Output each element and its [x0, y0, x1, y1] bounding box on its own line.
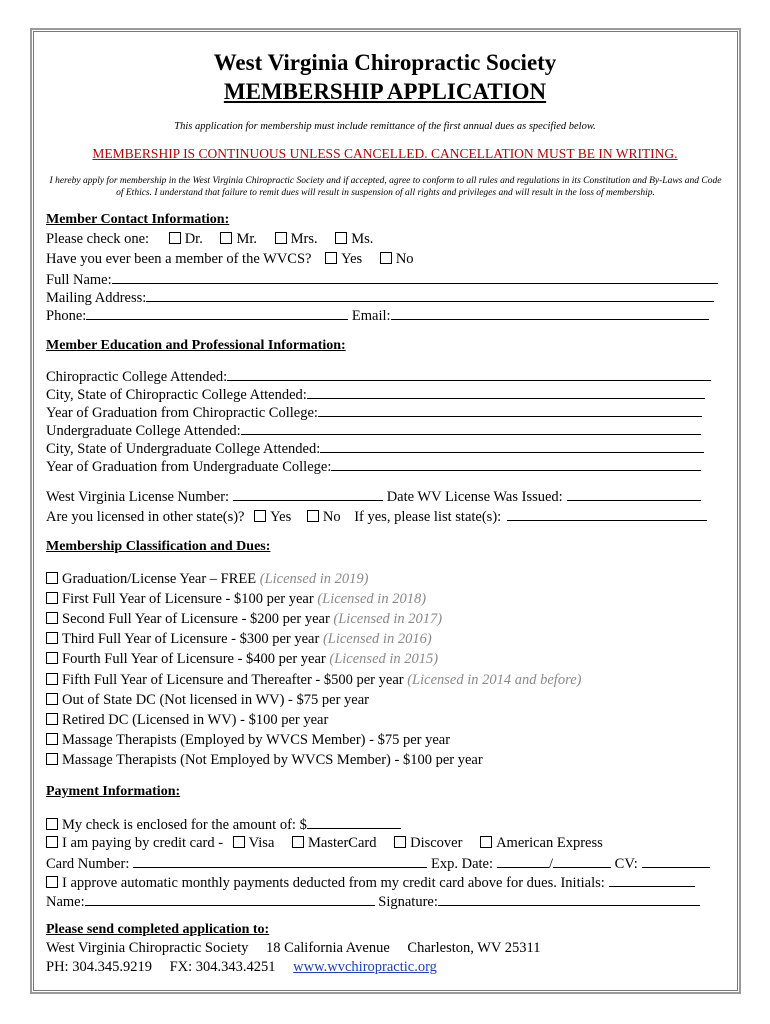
other-states-yes-label: Yes	[270, 509, 292, 525]
prior-member-yes-label: Yes	[341, 251, 363, 267]
footer-city: Charleston, WV 25311	[407, 940, 541, 956]
card-row	[46, 854, 710, 873]
visa-label: Visa	[248, 835, 275, 851]
dues-option	[46, 651, 438, 668]
full-name-label: Full Name:	[46, 272, 112, 288]
auto-pay-row	[46, 873, 695, 892]
prior-member-no-label: No	[395, 251, 414, 267]
exp-label: Exp. Date:	[430, 856, 493, 872]
mastercard-label: MasterCard	[308, 835, 377, 851]
dues-label: Massage Therapists (Not Employed by WVCS Member) - $100 per year	[62, 751, 483, 768]
check-row	[46, 815, 401, 834]
college-city-field[interactable]	[307, 385, 705, 399]
dues-license-year-note: (Licensed in 2016)	[322, 631, 432, 648]
credit-label: I am paying by credit card -	[62, 835, 224, 851]
mailing-row	[46, 288, 714, 307]
license-date-label: Date WV License Was Issued:	[386, 489, 563, 505]
cv-label: CV:	[614, 856, 638, 872]
dues-label: Massage Therapists (Employed by WVCS Member) - $75 per year	[62, 731, 451, 748]
undergrad-year-field[interactable]	[331, 457, 701, 471]
mr-label: Mr.	[236, 231, 257, 247]
card-number-field[interactable]	[133, 854, 427, 868]
dues-license-year-note: (Licensed in 2017)	[333, 611, 443, 628]
dues-checkbox[interactable]	[46, 572, 58, 584]
dues-option	[46, 591, 426, 608]
form-title: MEMBERSHIP APPLICATION	[223, 79, 547, 104]
email-field[interactable]	[391, 306, 709, 320]
dues-heading: Membership Classification and Dues:	[46, 539, 271, 554]
exp-month-field[interactable]	[497, 854, 549, 868]
undergrad-label: Undergraduate College Attended:	[46, 423, 241, 439]
dues-option	[46, 571, 368, 588]
dues-checkbox[interactable]	[46, 632, 58, 644]
dues-label: Out of State DC (Not licensed in WV) - $75 per year	[62, 691, 369, 708]
other-states-question: Are you licensed in other state(s)?	[46, 509, 245, 525]
visa-checkbox[interactable]	[233, 836, 245, 848]
other-states-yes-checkbox[interactable]	[254, 510, 266, 522]
footer-org: West Virginia Chiropractic Society	[46, 940, 249, 956]
undergrad-row	[46, 421, 701, 440]
footer-street: 18 California Avenue	[266, 940, 390, 956]
cancellation-warning: MEMBERSHIP IS CONTINUOUS UNLESS CANCELLED. CANCELLATION MUST BE IN WRITING.	[92, 146, 678, 161]
dues-license-year-note: (Licensed in 2014 and before)	[407, 671, 582, 688]
org-title: West Virginia Chiropractic Society	[213, 50, 557, 75]
phone-field[interactable]	[86, 306, 348, 320]
dues-option	[46, 672, 581, 689]
card-number-label: Card Number:	[46, 856, 130, 872]
college-city-row	[46, 385, 705, 404]
dues-option	[46, 631, 432, 648]
dues-option	[46, 611, 442, 628]
prior-member-question: Have you ever been a member of the WVCS?	[46, 251, 312, 267]
other-states-row	[46, 507, 707, 526]
auto-pay-checkbox[interactable]	[46, 876, 58, 888]
title-row	[46, 231, 373, 248]
website-link[interactable]: www.wvchiropractic.org	[293, 959, 437, 975]
contact-heading: Member Contact Information:	[46, 212, 230, 227]
full-name-field[interactable]	[112, 270, 718, 284]
dues-license-year-note: (Licensed in 2015)	[329, 651, 439, 668]
auto-pay-label: I approve automatic monthly payments deducted from my credit card above for dues. Initials:	[62, 875, 605, 891]
mastercard-checkbox[interactable]	[292, 836, 304, 848]
other-states-no-checkbox[interactable]	[307, 510, 319, 522]
check-amount-field[interactable]	[307, 815, 401, 829]
email-label: Email:	[351, 308, 391, 324]
dues-checkbox[interactable]	[46, 753, 58, 765]
dues-option	[46, 752, 483, 769]
check-checkbox[interactable]	[46, 818, 58, 830]
mrs-label: Mrs.	[290, 231, 318, 247]
license-number-label: West Virginia License Number:	[46, 489, 230, 505]
prior-member-row	[46, 251, 414, 268]
exp-slash: /	[549, 856, 554, 872]
dues-checkbox[interactable]	[46, 612, 58, 624]
dues-option	[46, 712, 328, 729]
dues-checkbox[interactable]	[46, 673, 58, 685]
college-year-row	[46, 403, 702, 422]
contact-numbers-row	[46, 959, 437, 976]
undergrad-year-row	[46, 457, 701, 476]
list-states-field[interactable]	[507, 507, 707, 521]
initials-field[interactable]	[609, 873, 695, 887]
ms-label: Ms.	[351, 231, 374, 247]
mrs-checkbox[interactable]	[275, 232, 287, 244]
check-label: My check is enclosed for the amount of: $	[62, 817, 307, 833]
education-heading: Member Education and Professional Information:	[46, 338, 346, 353]
mr-checkbox[interactable]	[220, 232, 232, 244]
college-field[interactable]	[227, 367, 711, 381]
college-year-field[interactable]	[318, 403, 702, 417]
send-heading: Please send completed application to:	[46, 922, 270, 937]
dues-checkbox[interactable]	[46, 733, 58, 745]
dr-label: Dr.	[184, 231, 203, 247]
mailing-field[interactable]	[146, 288, 714, 302]
undergrad-field[interactable]	[241, 421, 701, 435]
dues-checkbox[interactable]	[46, 652, 58, 664]
dues-label: Second Full Year of Licensure - $200 per year	[62, 611, 330, 628]
prior-member-no-checkbox[interactable]	[380, 252, 392, 264]
mailing-label: Mailing Address:	[46, 290, 147, 306]
full-name-row	[46, 270, 718, 289]
list-states-label: If yes, please list state(s):	[354, 509, 502, 525]
dues-label: First Full Year of Licensure - $100 per year	[62, 591, 314, 608]
signature-label: Signature:	[378, 894, 438, 910]
ms-checkbox[interactable]	[335, 232, 347, 244]
exp-year-field[interactable]	[553, 854, 611, 868]
license-number-field[interactable]	[233, 487, 383, 501]
amex-checkbox[interactable]	[480, 836, 492, 848]
agreement-text: I hereby apply for membership in the West Virginia Chiropractic Society and if accepted, agree to conform to all rules and regulations in its Constitution and By-Laws and Code of Ethics. I understand that failure to remit dues will result in suspension of all rights and privileges and will result in the loss of membership.	[49, 176, 722, 198]
dues-label: Retired DC (Licensed in WV) - $100 per year	[62, 711, 329, 728]
discover-label: Discover	[410, 835, 463, 851]
signature-field[interactable]	[438, 892, 700, 906]
discover-checkbox[interactable]	[394, 836, 406, 848]
dues-checkbox[interactable]	[46, 693, 58, 705]
dues-checkbox[interactable]	[46, 713, 58, 725]
undergrad-city-label: City, State of Undergraduate College Attended:	[46, 441, 321, 457]
college-year-label: Year of Graduation from Chiropractic College:	[46, 405, 318, 421]
dues-option	[46, 732, 450, 749]
credit-row	[46, 835, 603, 852]
cv-field[interactable]	[642, 854, 710, 868]
dues-option	[46, 692, 369, 709]
phone-email-row	[46, 306, 709, 325]
dues-checkbox[interactable]	[46, 592, 58, 604]
license-row	[46, 487, 701, 506]
college-city-label: City, State of Chiropractic College Attended:	[46, 387, 307, 403]
name-label: Name:	[46, 894, 85, 910]
dues-label: Fifth Full Year of Licensure and Thereafter - $500 per year	[62, 671, 404, 688]
dues-label: Fourth Full Year of Licensure - $400 per year	[62, 651, 326, 668]
payment-heading: Payment Information:	[46, 784, 181, 799]
dues-label: Graduation/License Year – FREE	[62, 571, 257, 587]
name-signature-row	[46, 892, 700, 911]
undergrad-city-field[interactable]	[320, 439, 704, 453]
footer-fax: FX: 304.343.4251	[169, 959, 276, 975]
dr-checkbox[interactable]	[169, 232, 181, 244]
address-row	[46, 940, 540, 957]
undergrad-year-label: Year of Graduation from Undergraduate College:	[46, 459, 332, 475]
college-label: Chiropractic College Attended:	[46, 369, 228, 385]
footer-phone: PH: 304.345.9219	[46, 959, 152, 975]
name-field[interactable]	[85, 892, 375, 906]
credit-checkbox[interactable]	[46, 836, 58, 848]
dues-license-year-note: (Licensed in 2018)	[317, 591, 427, 608]
other-states-no-label: No	[322, 509, 341, 525]
dues-license-year-note: (Licensed in 2019)	[259, 571, 369, 587]
phone-label: Phone:	[46, 308, 87, 324]
check-one-label: Please check one:	[46, 231, 150, 247]
prior-member-yes-checkbox[interactable]	[325, 252, 337, 264]
dues-label: Third Full Year of Licensure - $300 per year	[62, 631, 320, 648]
college-row	[46, 367, 711, 386]
amex-label: American Express	[496, 835, 603, 851]
license-date-field[interactable]	[567, 487, 701, 501]
remittance-note: This application for membership must include remittance of the first annual dues as specified below.	[174, 121, 596, 132]
undergrad-city-row	[46, 439, 704, 458]
